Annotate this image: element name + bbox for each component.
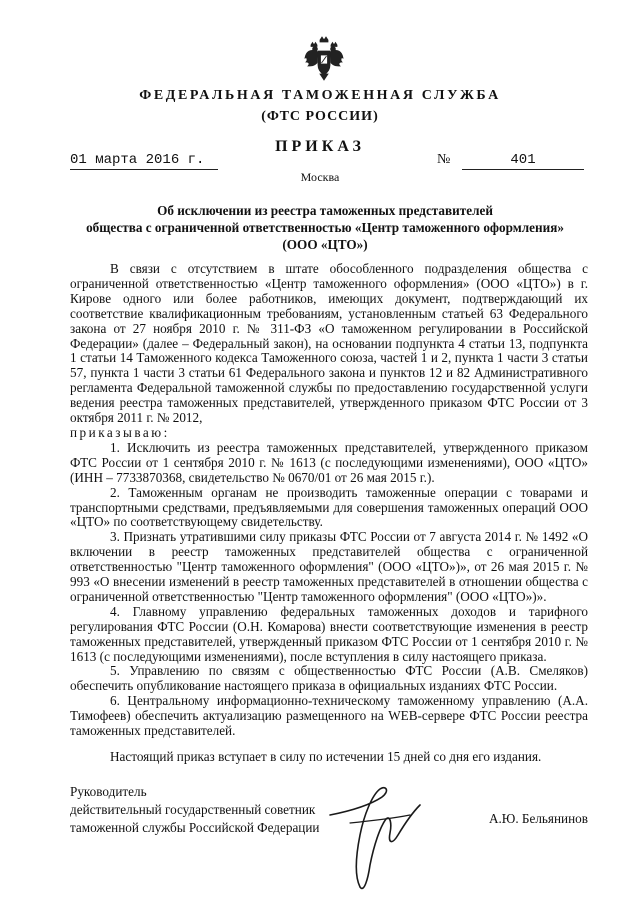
- order-item: 4. Главному управлению федеральных таможенных доходов и тарифного регулирования ФТС России (О.Н. Комарова) внести соответствующие изменения в реестр таможенных представителей, утвержденный приказом ФТС России от 1 сентября 2010 г. № 1613 (с последующими изменениями), после вступления в силу настоящего приказа.: [70, 603, 588, 664]
- handwritten-signature-icon: [320, 775, 460, 895]
- order-subject: [80, 202, 570, 253]
- order-number: 401: [462, 152, 584, 170]
- document-type-title: ПРИКАЗ: [275, 138, 365, 155]
- subject-line: общества с ограниченной ответственностью «Центр таможенного оформления»: [86, 220, 564, 235]
- subject-line: (ООО «ЦТО»): [282, 237, 368, 252]
- order-date: 01 марта 2016 г.: [70, 152, 218, 170]
- preamble-paragraph: В связи с отсутствием в штате обособленного подразделения общества с ограниченной ответственностью «Центр таможенного оформления» (ООО «ЦТО») в г. Кирове одного или более работников, имеющих документ, подтверждающий их соответствие квалификационным требованиям, установленным статьей 63 Федерального закона от 27 ноября 2010 г. № 311-ФЗ «О таможенном регулировании в Российской Федерации» (далее – Федеральный закон), на основании подпункта 4 статьи 13, подпункта 1 статьи 14 Таможенного кодекса Таможенного союза, частей 1 и 2, пункта 1 части 3 статьи 57, пункта 1 части 3 статьи 61 Федерального закона и пунктов 12 и 82 Административного регламента Федеральной таможенной службы по предоставлению государственной услуги ведения реестра таможенных представителей, утвержденного приказом ФТС России от 3 октября 2011 г. № 2012,: [70, 261, 588, 426]
- effective-date-paragraph: Настоящий приказ вступает в силу по истечении 15 дней со дня его издания.: [110, 749, 542, 764]
- signatory-rank-cont: таможенной службы Российской Федерации: [70, 820, 320, 835]
- signatory-position: Руководитель: [70, 784, 147, 799]
- double-headed-eagle-emblem-icon: [304, 36, 344, 82]
- order-number-sign: №: [437, 152, 451, 167]
- order-item: 1. Исключить из реестра таможенных представителей, утвержденного приказом ФТС России от 1 сентября 2010 г. № 1613 (с последующими изменениями), ООО «ЦТО» (ИНН – 7733870368, свидетельство № 0670/01 от 26 мая 2015 г.).: [70, 439, 588, 485]
- order-item: 5. Управлению по связям с общественностью ФТС России (А.В. Смеляков) обеспечить опубликование настоящего приказа в официальных изданиях ФТС России.: [70, 663, 588, 694]
- order-word: приказываю:: [70, 424, 170, 440]
- signatory-rank: действительный государственный советник: [70, 802, 316, 817]
- order-body: [70, 262, 588, 765]
- order-item: 3. Признать утратившими силу приказы ФТС России от 7 августа 2014 г. № 1492 «О включении в реестр таможенных представителей общества с ограниченной ответственностью "Центр таможенного оформления" (ООО «ЦТО»)», от 26 мая 2015 г. № 993 «О внесении изменений в реестр таможенных представителей в отношении общества с ограниченной ответственностью "Центр таможенного оформления" (ООО «ЦТО»)».: [70, 529, 588, 604]
- agency-name: ФЕДЕРАЛЬНАЯ ТАМОЖЕННАЯ СЛУЖБА: [139, 88, 501, 103]
- city: Москва: [300, 170, 340, 184]
- signatory-name: А.Ю. Бельянинов: [488, 811, 588, 826]
- order-item: 2. Таможенным органам не производить таможенные операции с товарами и транспортными средствами, предъявляемыми для совершения таможенных операций ООО «ЦТО» по соответствующему свидетельству.: [70, 484, 588, 530]
- signatory-title: [70, 783, 319, 837]
- agency-abbreviation: (ФТС РОССИИ): [261, 109, 379, 124]
- order-item: 6. Центральному информационно-техническому таможенному управлению (А.А. Тимофеев) обеспечить актуализацию размещенного на WEB-сервере ФТС России реестра таможенных представителей.: [70, 693, 588, 739]
- subject-line: Об исключении из реестра таможенных представителей: [157, 203, 493, 218]
